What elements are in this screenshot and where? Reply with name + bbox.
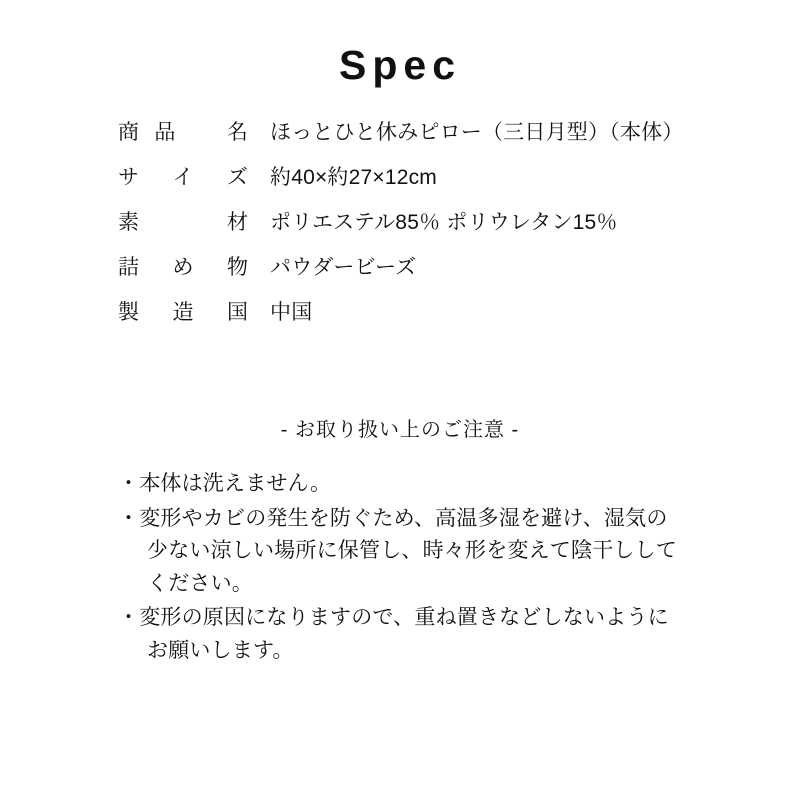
spec-label: 詰 め 物	[118, 256, 248, 280]
spec-label: 素 材	[118, 211, 248, 235]
spec-label: サ イ ズ	[118, 166, 248, 190]
spec-value: パウダービーズ	[270, 256, 417, 280]
spec-value: 約40×約27×12cm	[270, 166, 437, 190]
spec-label: 製 造 国	[118, 301, 248, 325]
note-line: ・変形の原因になりますので、重ね置きなどしないように	[118, 606, 669, 630]
list-item	[118, 503, 739, 601]
list-item	[118, 468, 739, 501]
spec-value: ポリエステル85％ ポリウレタン15％	[270, 211, 618, 235]
note-line: お願いします。	[147, 638, 294, 662]
note-line: ください。	[147, 571, 253, 595]
table-row	[118, 302, 684, 347]
list-item	[118, 602, 739, 667]
table-row	[118, 167, 684, 212]
page-title: Spec	[339, 42, 461, 88]
care-notes-heading: - お取り扱い上のご注意 -	[280, 419, 520, 442]
table-row	[118, 122, 684, 167]
spec-label: 商品 名	[118, 121, 248, 145]
care-notes-list	[0, 468, 800, 667]
spec-table	[118, 122, 684, 347]
table-row	[118, 212, 684, 257]
spec-value: ほっとひと休みピロー（三日月型）（本体）	[270, 121, 684, 145]
spec-value: 中国	[270, 301, 313, 325]
table-row	[118, 257, 684, 302]
note-line: 少ない涼しい場所に保管し、時々形を変えて陰干しして	[147, 539, 677, 563]
note-line: ・変形やカビの発生を防ぐため、高温多湿を避け、湿気の	[118, 506, 668, 530]
note-line: ・本体は洗えません。	[118, 472, 332, 496]
care-notes-section	[0, 413, 800, 667]
